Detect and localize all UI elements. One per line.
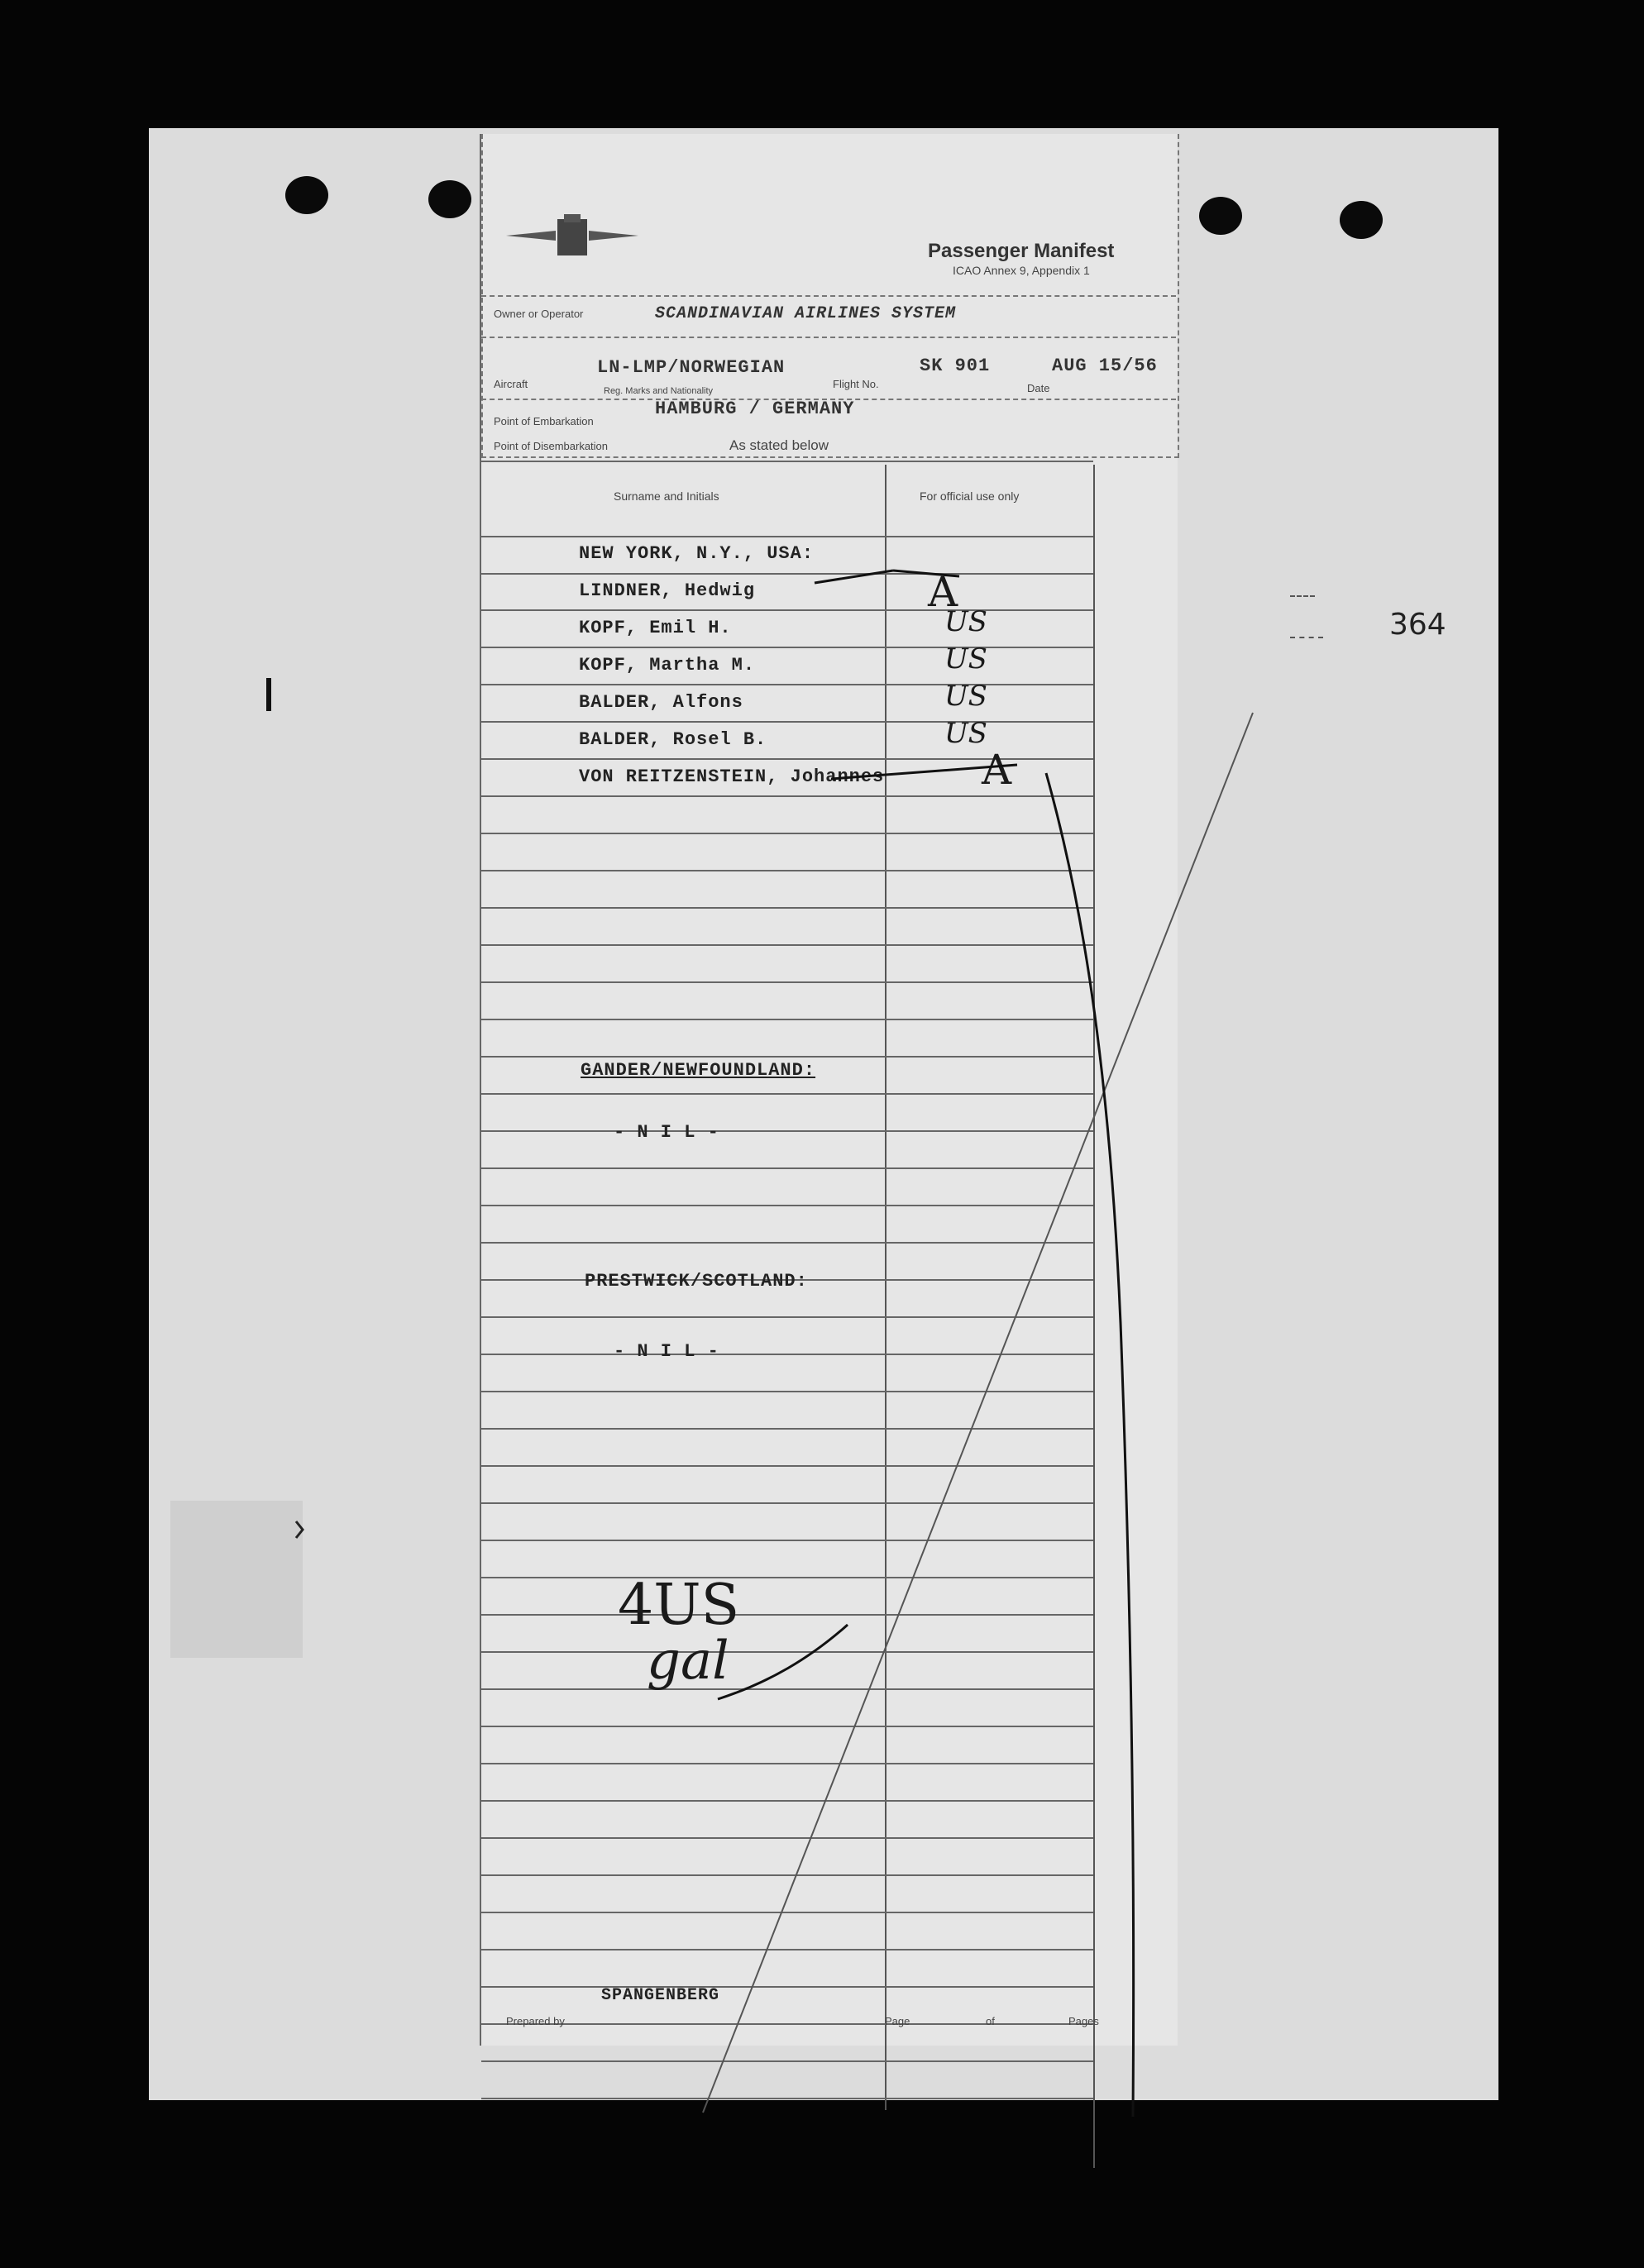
of-label: of	[986, 2015, 995, 2027]
entry-row: VON REITZENSTEIN, Johannes	[579, 766, 885, 787]
prestwick-nil: - N I L -	[614, 1341, 719, 1362]
date-value: AUG 15/56	[1052, 356, 1158, 376]
names-column-header: Surname and Initials	[614, 489, 719, 503]
entry-row: BALDER, Rosel B.	[579, 729, 767, 750]
prestwick-heading: PRESTWICK/SCOTLAND:	[585, 1271, 808, 1292]
date-label: Date	[1027, 382, 1050, 394]
entry-row: NEW YORK, N.Y., USA:	[579, 543, 815, 564]
disembarkation-value: As stated below	[729, 437, 829, 453]
handwritten-note: US	[944, 642, 987, 676]
entry-row: LINDNER, Hedwig	[579, 580, 756, 601]
form-title: Passenger Manifest	[928, 240, 1115, 262]
form-subtitle: ICAO Annex 9, Appendix 1	[953, 264, 1090, 277]
aircraft-label: Aircraft	[494, 378, 528, 390]
gander-nil: - N I L -	[614, 1122, 719, 1143]
owner-value: SCANDINAVIAN AIRLINES SYSTEM	[655, 304, 957, 323]
flight-value: SK 901	[920, 356, 991, 376]
entry-row: BALDER, Alfons	[579, 692, 743, 713]
handwritten-4us: 4US	[618, 1573, 740, 1638]
handwritten-note: US	[944, 605, 987, 638]
reg-marks-label: Reg. Marks and Nationality	[604, 386, 714, 396]
handwritten-note: US	[944, 680, 987, 713]
aircraft-value: LN-LMP/NORWEGIAN	[597, 357, 786, 378]
official-column-header: For official use only	[920, 489, 1020, 503]
handwritten-gal: gal	[647, 1631, 729, 1692]
pages-label: Pages	[1068, 2015, 1099, 2027]
gander-heading: GANDER/NEWFOUNDLAND:	[581, 1060, 816, 1081]
page-number: 364	[1389, 608, 1446, 642]
handwritten-a-mark: A	[982, 746, 1012, 794]
prepared-by-label: Prepared by	[506, 2015, 565, 2027]
disembarkation-label: Point of Disembarkation	[494, 440, 609, 452]
entry-row: KOPF, Emil H.	[579, 618, 732, 638]
prepared-by-value: SPANGENBERG	[601, 1986, 720, 2005]
entry-row: KOPF, Martha M.	[579, 655, 756, 676]
embarkation-label: Point of Embarkation	[494, 415, 594, 427]
flight-label: Flight No.	[833, 378, 879, 390]
handwritten-note: US	[944, 717, 987, 750]
owner-label: Owner or Operator	[494, 308, 584, 320]
embarkation-value: HAMBURG / GERMANY	[655, 399, 855, 419]
page-label: Page	[885, 2015, 910, 2027]
handwritten-a-mark: A	[928, 568, 958, 616]
